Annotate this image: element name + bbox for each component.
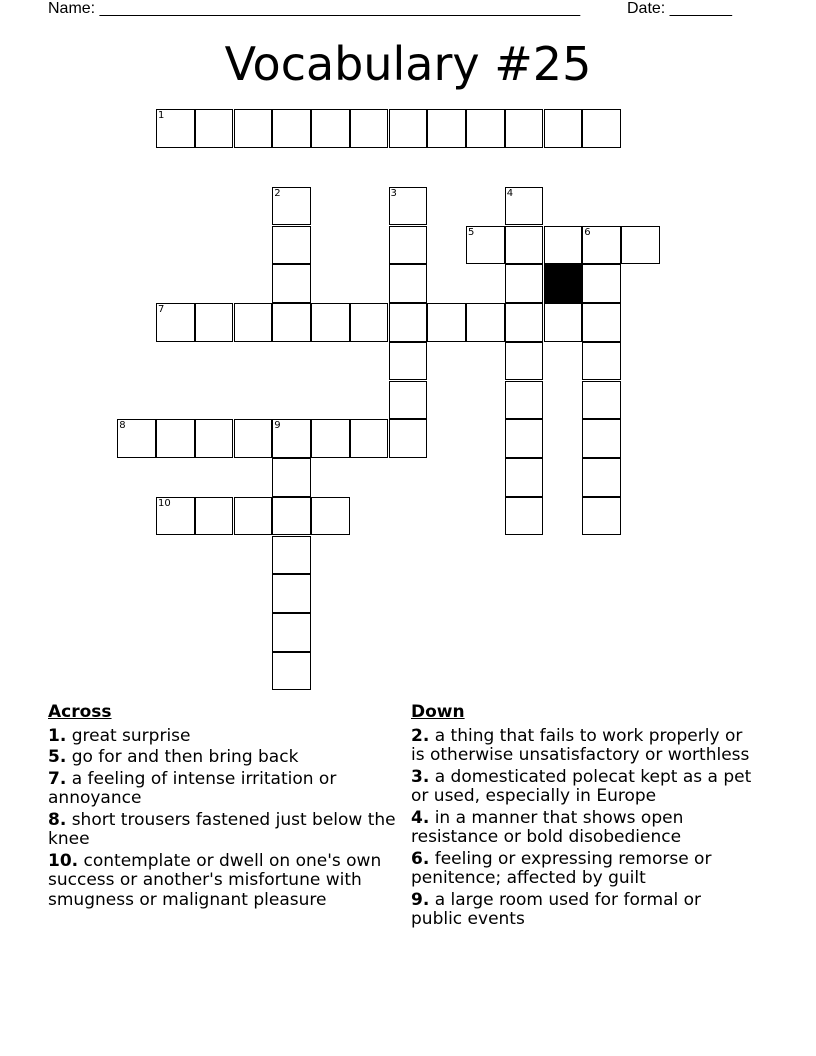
across-clues bbox=[48, 703, 398, 912]
grid-cell[interactable] bbox=[272, 187, 311, 226]
clue-text: a domesticated polecat kept as a pet or used, especially in Europe bbox=[411, 766, 752, 806]
grid-cell[interactable] bbox=[427, 109, 466, 148]
clue-text: a feeling of intense irritation or annoyance bbox=[48, 768, 337, 808]
clue-item bbox=[48, 811, 398, 850]
clue-text: go for and then bring back bbox=[71, 747, 299, 767]
grid-cell[interactable] bbox=[389, 381, 428, 420]
date-field: Date: _______ bbox=[627, 0, 732, 17]
cell-number: 9 bbox=[274, 420, 281, 432]
grid-cell[interactable] bbox=[466, 303, 505, 342]
grid-cell[interactable] bbox=[466, 109, 505, 148]
clue-number: 8. bbox=[48, 809, 67, 830]
grid-cell[interactable] bbox=[505, 458, 544, 497]
grid-cell[interactable] bbox=[272, 303, 311, 342]
grid-cell[interactable] bbox=[582, 264, 621, 303]
grid-cell[interactable] bbox=[234, 497, 273, 536]
clue-item bbox=[48, 852, 398, 911]
clue-item bbox=[411, 850, 756, 889]
grid-cell[interactable] bbox=[389, 109, 428, 148]
clue-number: 9. bbox=[411, 889, 430, 910]
grid-cell[interactable] bbox=[427, 303, 466, 342]
name-field: Name: ______________________________________________________ bbox=[48, 0, 581, 17]
clue-item bbox=[48, 727, 398, 747]
grid-cell[interactable] bbox=[582, 342, 621, 381]
grid-cell[interactable] bbox=[272, 226, 311, 265]
across-heading: Across bbox=[48, 702, 112, 722]
clue-item bbox=[411, 768, 756, 807]
cell-number: 3 bbox=[390, 187, 397, 199]
grid-cell[interactable] bbox=[272, 652, 311, 691]
grid-cell[interactable] bbox=[234, 419, 273, 458]
grid-cell[interactable] bbox=[195, 419, 234, 458]
clue-item bbox=[411, 809, 756, 848]
cell-number: 8 bbox=[119, 420, 126, 432]
grid-cell[interactable] bbox=[272, 497, 311, 536]
grid-cell[interactable] bbox=[505, 226, 544, 265]
grid-cell[interactable] bbox=[582, 303, 621, 342]
grid-cell[interactable] bbox=[582, 226, 621, 265]
grid-cell[interactable] bbox=[311, 109, 350, 148]
grid-cell[interactable] bbox=[582, 381, 621, 420]
grid-cell[interactable] bbox=[195, 303, 234, 342]
grid-cell[interactable] bbox=[272, 458, 311, 497]
grid-cell[interactable] bbox=[466, 226, 505, 265]
grid-cell[interactable] bbox=[156, 419, 195, 458]
cell-number: 2 bbox=[274, 187, 281, 199]
grid-cell[interactable] bbox=[350, 109, 389, 148]
grid-cell[interactable] bbox=[389, 264, 428, 303]
grid-cell[interactable] bbox=[117, 419, 156, 458]
clue-text: great surprise bbox=[71, 725, 191, 746]
grid-cell[interactable] bbox=[311, 303, 350, 342]
clue-text: a thing that fails to work properly or is otherwise unsatisfactory or worthless bbox=[411, 725, 750, 765]
page-title: Vocabulary #25 bbox=[224, 37, 592, 91]
grid-cell[interactable] bbox=[582, 419, 621, 458]
grid-cell[interactable] bbox=[156, 109, 195, 148]
cell-number: 4 bbox=[506, 187, 514, 199]
grid-cell[interactable] bbox=[544, 303, 583, 342]
grid-cell[interactable] bbox=[272, 109, 311, 148]
grid-cell[interactable] bbox=[505, 381, 544, 420]
grid-cell[interactable] bbox=[272, 536, 311, 575]
clue-item bbox=[48, 748, 398, 768]
clue-number: 1. bbox=[48, 725, 67, 746]
grid-cell[interactable] bbox=[234, 303, 273, 342]
grid-cell[interactable] bbox=[350, 419, 389, 458]
grid-cell[interactable] bbox=[544, 109, 583, 148]
clue-text: short trousers fastened just below the knee bbox=[48, 809, 396, 849]
cell-number: 10 bbox=[158, 497, 171, 509]
grid-cell[interactable] bbox=[505, 264, 544, 303]
down-heading: Down bbox=[411, 702, 465, 722]
clue-text: feeling or expressing remorse or penitence; affected by guilt bbox=[411, 848, 712, 888]
grid-cell[interactable] bbox=[505, 109, 544, 148]
grid-cell[interactable] bbox=[505, 342, 544, 381]
grid-cell[interactable] bbox=[505, 497, 544, 536]
grid-cell[interactable] bbox=[311, 419, 350, 458]
clue-text: contemplate or dwell on one's own success or another's misfortune with smugness or malignant pleasure bbox=[48, 850, 382, 910]
grid-cell[interactable] bbox=[234, 109, 273, 148]
crossword-grid bbox=[118, 110, 662, 693]
grid-cell[interactable] bbox=[272, 574, 311, 613]
clue-number: 10. bbox=[48, 850, 79, 871]
grid-cell[interactable] bbox=[621, 226, 660, 265]
grid-cell[interactable] bbox=[582, 458, 621, 497]
grid-cell[interactable] bbox=[350, 303, 389, 342]
clue-number: 6. bbox=[411, 848, 430, 869]
down-clues bbox=[411, 703, 756, 932]
black-square bbox=[544, 264, 583, 303]
cell-number: 1 bbox=[158, 110, 165, 122]
grid-cell[interactable] bbox=[389, 303, 428, 342]
grid-cell[interactable] bbox=[505, 303, 544, 342]
grid-cell[interactable] bbox=[195, 497, 234, 536]
grid-cell[interactable] bbox=[389, 187, 428, 226]
grid-cell[interactable] bbox=[389, 342, 428, 381]
clue-item bbox=[48, 770, 398, 809]
grid-cell[interactable] bbox=[272, 264, 311, 303]
grid-cell[interactable] bbox=[582, 109, 621, 148]
grid-cell[interactable] bbox=[156, 303, 195, 342]
grid-cell[interactable] bbox=[389, 419, 428, 458]
grid-cell[interactable] bbox=[505, 419, 544, 458]
clue-text: in a manner that shows open resistance or bold disobedience bbox=[411, 807, 684, 847]
grid-cell[interactable] bbox=[311, 497, 350, 536]
grid-cell[interactable] bbox=[505, 187, 544, 226]
grid-cell[interactable] bbox=[544, 226, 583, 265]
cell-number: 7 bbox=[158, 304, 165, 315]
grid-cell[interactable] bbox=[195, 109, 234, 148]
grid-cell[interactable] bbox=[389, 226, 428, 265]
grid-cell[interactable] bbox=[582, 497, 621, 536]
clue-number: 2. bbox=[411, 725, 430, 746]
cell-number: 5 bbox=[468, 226, 475, 238]
clue-item bbox=[411, 727, 756, 766]
grid-cell[interactable] bbox=[156, 497, 195, 536]
grid-cell[interactable] bbox=[272, 613, 311, 652]
grid-cell[interactable] bbox=[272, 419, 311, 458]
clue-number: 5. bbox=[48, 747, 67, 767]
clue-number: 3. bbox=[411, 766, 430, 787]
cell-number: 6 bbox=[584, 226, 591, 238]
clue-item bbox=[411, 891, 756, 930]
clue-text: a large room used for formal or public events bbox=[411, 889, 702, 929]
clue-number: 4. bbox=[411, 807, 430, 828]
clue-number: 7. bbox=[48, 768, 67, 789]
